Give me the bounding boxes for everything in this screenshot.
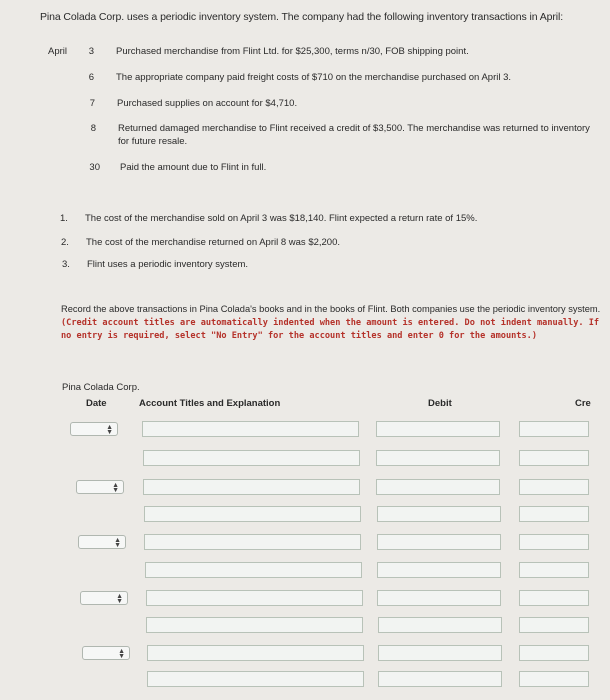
- column-header-debit: Debit: [428, 398, 452, 409]
- transaction-text: Purchased supplies on account for $4,710.: [117, 98, 298, 109]
- account-title-input[interactable]: [143, 450, 360, 466]
- debit-input[interactable]: [376, 479, 500, 495]
- transaction-text: Returned damaged merchandise to Flint received a credit of $3,500. The merchandise was returned to inventory for future resale.: [118, 123, 590, 147]
- account-title-input[interactable]: [144, 534, 361, 550]
- select-arrows-icon: ▲ ▼: [114, 537, 121, 549]
- credit-input[interactable]: [519, 617, 589, 633]
- debit-input[interactable]: [378, 645, 502, 661]
- debit-input[interactable]: [377, 506, 501, 522]
- instruction-text: Record the above transactions in Pina Colada's books and in the books of Flint. Both companies use the periodic inventory system.: [61, 304, 601, 314]
- transaction-text: Purchased merchandise from Flint Ltd. for $25,300, terms n/30, FOB shipping point.: [116, 46, 469, 57]
- transaction-day: 3: [88, 46, 94, 57]
- column-header-date: Date: [86, 398, 107, 409]
- note-text: Flint uses a periodic inventory system.: [87, 259, 249, 270]
- date-select[interactable]: [80, 591, 128, 605]
- credit-input[interactable]: [519, 562, 589, 578]
- credit-input[interactable]: [519, 450, 589, 466]
- transaction-day: 8: [90, 123, 96, 134]
- account-title-input[interactable]: [146, 590, 363, 606]
- month-label: April: [48, 46, 68, 57]
- transaction-day: 7: [89, 98, 95, 109]
- account-title-input[interactable]: [147, 671, 364, 687]
- credit-input[interactable]: [519, 590, 589, 606]
- select-arrows-icon: ▲ ▼: [116, 593, 123, 605]
- transaction-day: 6: [88, 72, 94, 83]
- date-select[interactable]: [78, 535, 126, 549]
- transaction-text: Paid the amount due to Flint in full.: [120, 162, 267, 173]
- account-title-input[interactable]: [144, 506, 361, 522]
- debit-input[interactable]: [377, 534, 501, 550]
- instructions: [61, 303, 601, 343]
- credit-input[interactable]: [519, 479, 589, 495]
- note-number: 3.: [62, 259, 70, 270]
- account-title-input[interactable]: [142, 421, 359, 437]
- date-select[interactable]: [82, 646, 130, 660]
- date-select[interactable]: [70, 422, 118, 436]
- note-number: 2.: [61, 237, 69, 248]
- company-name: Pina Colada Corp.: [62, 382, 140, 393]
- note-number: 1.: [60, 213, 68, 224]
- account-title-input[interactable]: [146, 617, 363, 633]
- intro-text: Pina Colada Corp. uses a periodic inventory system. The company had the following inventory transactions in April:: [40, 11, 564, 23]
- credit-input[interactable]: [519, 421, 589, 437]
- debit-input[interactable]: [378, 671, 502, 687]
- note-text: The cost of the merchandise returned on April 8 was $2,200.: [86, 237, 341, 248]
- instruction-note: (Credit account titles are automatically indented when the amount is entered. Do not indent manually. If no entry is required, select "No Entry" for the account titles and enter 0 for the amounts.): [61, 317, 600, 341]
- transaction-text: The appropriate company paid freight costs of $710 on the merchandise purchased on April 3.: [116, 72, 512, 83]
- note-text: The cost of the merchandise sold on April 3 was $18,140. Flint expected a return rate of 15%.: [85, 213, 478, 224]
- transactions-list: [48, 46, 608, 186]
- credit-input[interactable]: [519, 671, 589, 687]
- debit-input[interactable]: [376, 421, 500, 437]
- account-title-input[interactable]: [145, 562, 362, 578]
- select-arrows-icon: ▲ ▼: [118, 648, 125, 660]
- date-select[interactable]: [76, 480, 124, 494]
- debit-input[interactable]: [376, 450, 500, 466]
- select-arrows-icon: ▲ ▼: [106, 424, 113, 436]
- select-arrows-icon: ▲ ▼: [112, 482, 119, 494]
- column-header-account: Account Titles and Explanation: [139, 398, 281, 409]
- debit-input[interactable]: [377, 590, 501, 606]
- account-title-input[interactable]: [143, 479, 360, 495]
- credit-input[interactable]: [519, 645, 589, 661]
- column-header-credit: Cre: [575, 398, 591, 409]
- credit-input[interactable]: [519, 506, 589, 522]
- credit-input[interactable]: [519, 534, 589, 550]
- debit-input[interactable]: [378, 617, 502, 633]
- transaction-day: 30: [89, 162, 100, 173]
- debit-input[interactable]: [377, 562, 501, 578]
- account-title-input[interactable]: [147, 645, 364, 661]
